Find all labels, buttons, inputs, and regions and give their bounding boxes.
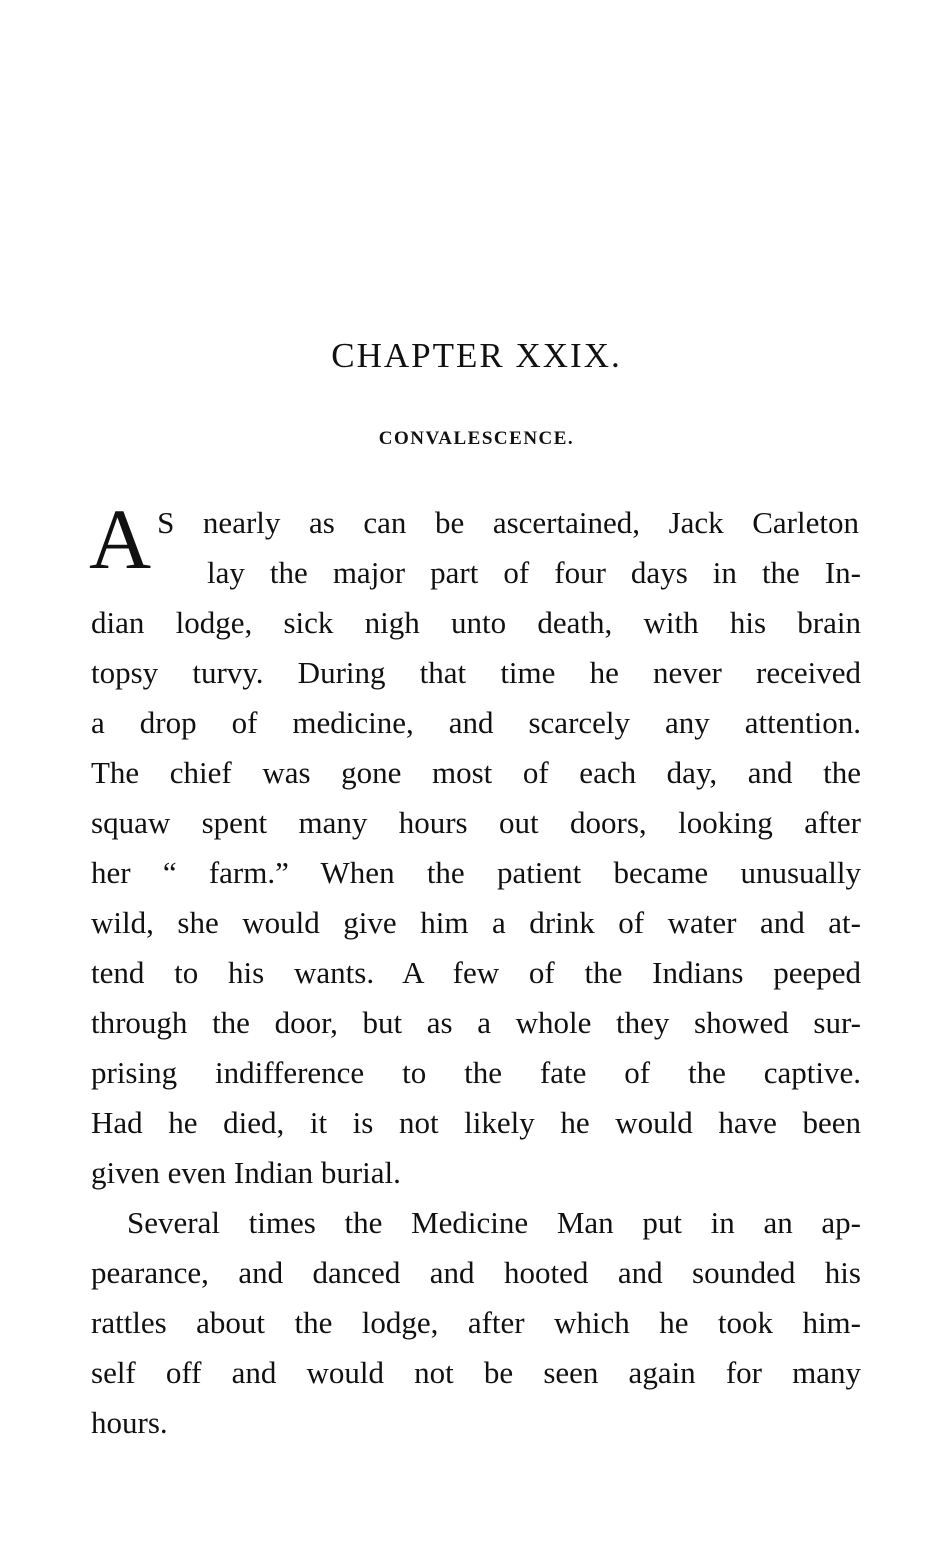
text-line: tend to his wants. A few of the Indians peeped — [91, 955, 861, 990]
text-line: through the door, but as a whole they showed sur- — [91, 1005, 861, 1040]
text-line: given even Indian burial. — [91, 1155, 401, 1190]
chapter-body — [89, 491, 861, 1448]
text-line: prising indifference to the fate of the captive. — [91, 1055, 861, 1090]
text-line: wild, she would give him a drink of water and at- — [91, 905, 861, 940]
text-line: hours. — [91, 1405, 168, 1440]
text-line: Several times the Medicine Man put in an ap- — [127, 1205, 861, 1240]
paragraph-1 — [89, 491, 861, 1198]
text-line: lay the major part of four days in the In- — [207, 555, 861, 590]
text-line: Had he died, it is not likely he would have been — [91, 1105, 861, 1140]
drop-cap-initial: A — [89, 491, 152, 587]
text-line: dian lodge, sick nigh unto death, with his brain — [91, 605, 861, 640]
text-line: squaw spent many hours out doors, looking after — [91, 805, 861, 840]
text-line: pearance, and danced and hooted and sounded his — [91, 1255, 861, 1290]
chapter-subtitle: CONVALESCENCE. — [378, 428, 575, 449]
text-line: self off and would not be seen again for many — [91, 1355, 861, 1390]
text-line: The chief was gone most of each day, and the — [91, 755, 861, 790]
text-line: a drop of medicine, and scarcely any attention. — [91, 705, 861, 740]
text-line: her “ farm.” When the patient became unusually — [91, 855, 861, 890]
chapter-title: CHAPTER XXIX. — [331, 336, 622, 375]
text-line: topsy turvy. During that time he never received — [91, 655, 861, 690]
text-line: S nearly as can be ascertained, Jack Carleton — [157, 505, 859, 540]
text-line: rattles about the lodge, after which he took him- — [91, 1305, 861, 1340]
paragraph-2 — [91, 1198, 861, 1448]
